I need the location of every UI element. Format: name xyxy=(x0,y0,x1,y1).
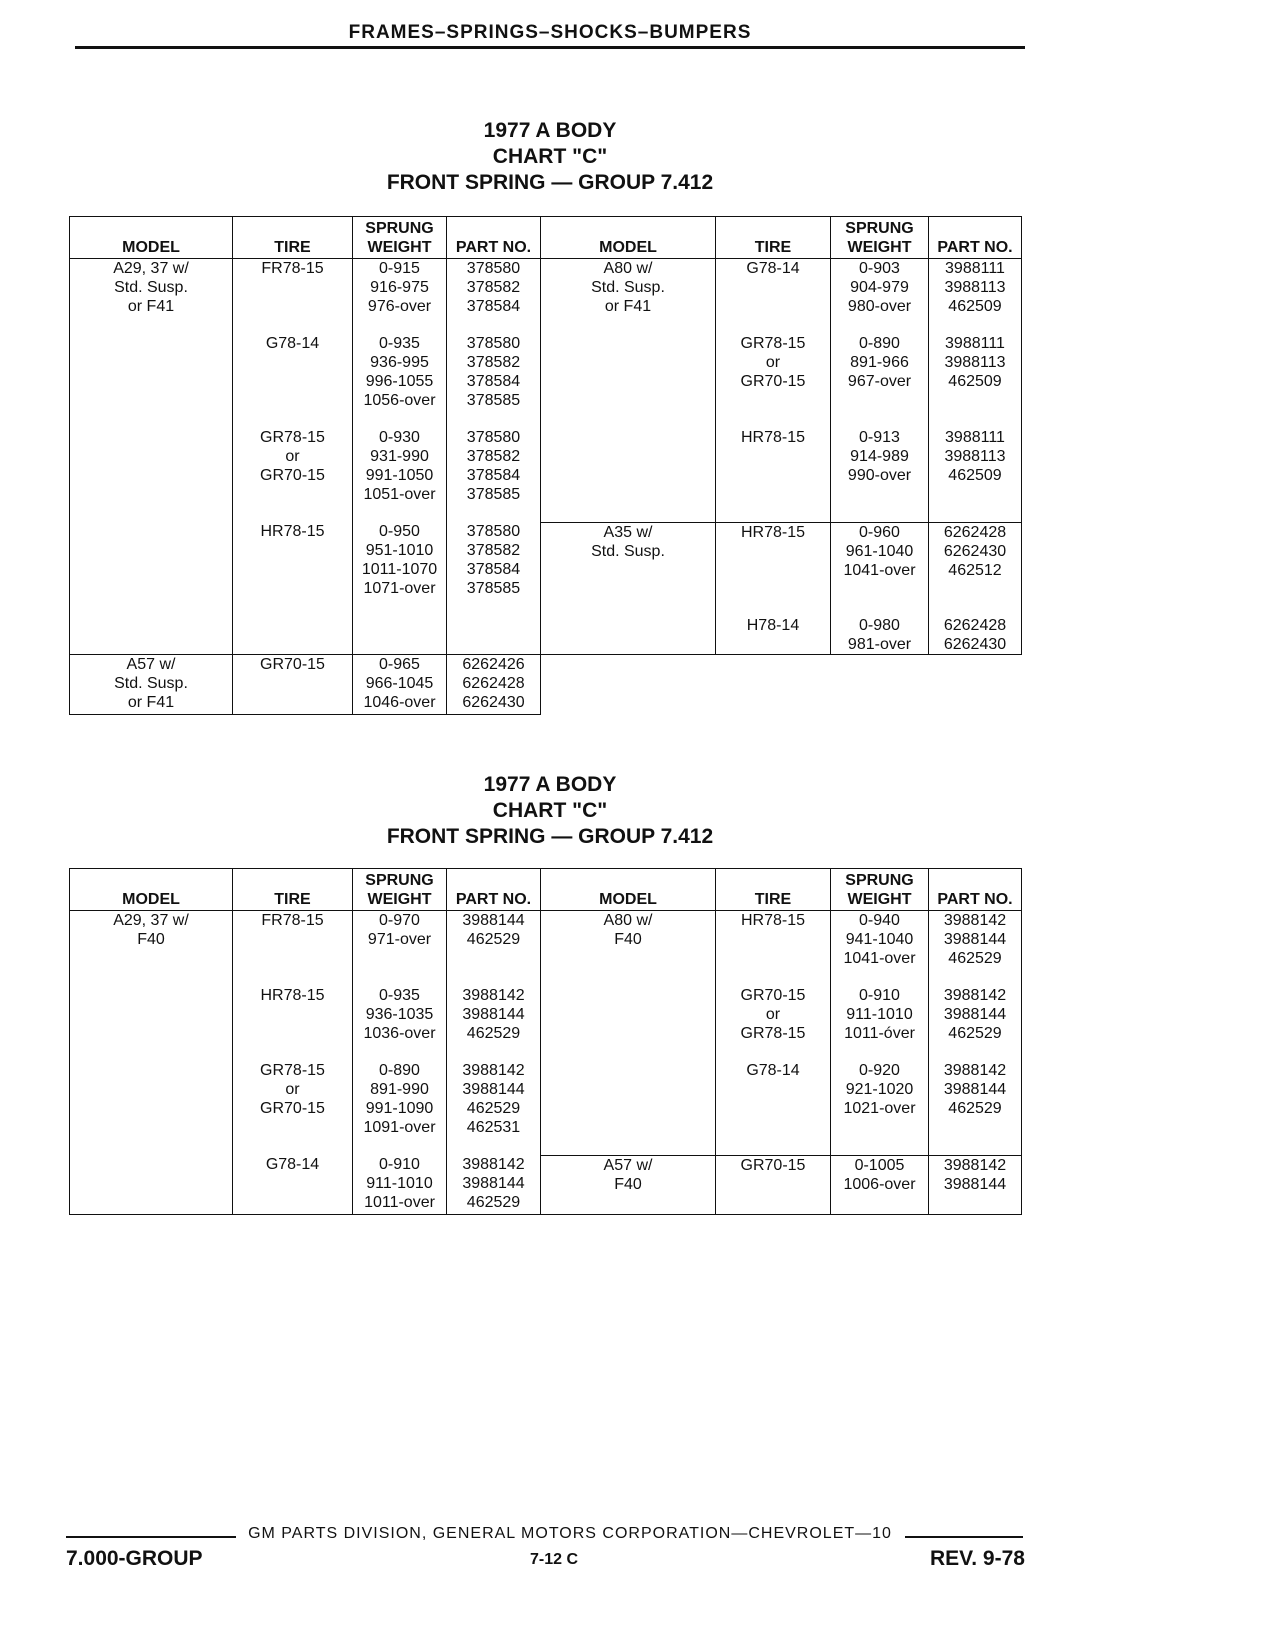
chart1-title-line2: CHART "C" xyxy=(492,145,608,168)
table-row xyxy=(70,911,1022,987)
weight-cell: 0-940 941-1040 1041-over xyxy=(831,911,929,987)
footer-division: GM PARTS DIVISION, GENERAL MOTORS CORPORATION—CHEVROLET—10 xyxy=(248,1525,892,1542)
model-cell xyxy=(541,986,716,1061)
chart2-title-line1: 1977 A BODY xyxy=(483,773,617,796)
model-cell xyxy=(541,1061,716,1155)
model-cell xyxy=(70,334,233,428)
tire-cell: GR78-15 or GR70-15 xyxy=(716,334,831,428)
weight-label: WEIGHT xyxy=(367,891,432,908)
part-cell: 378580 378582 378584 xyxy=(447,259,541,335)
model-cell: A57 w/ F40 xyxy=(541,1155,716,1215)
col-model: MODEL xyxy=(70,869,233,911)
table-row xyxy=(70,334,1022,428)
sprung-label: SPRUNG xyxy=(845,220,914,237)
model-cell xyxy=(541,334,716,428)
model-cell xyxy=(70,1155,233,1215)
weight-cell: 0-960 961-1040 1041-over xyxy=(831,522,929,616)
weight-cell: 0-980 981-over xyxy=(831,616,929,655)
col-model: MODEL xyxy=(541,869,716,911)
tire-cell: GR70-15 or GR78-15 xyxy=(716,986,831,1061)
model-cell: A57 w/ Std. Susp. or F41 xyxy=(70,655,233,715)
model-cell xyxy=(541,428,716,522)
chart2-title-line2: CHART "C" xyxy=(492,799,608,822)
chart2-title xyxy=(0,772,1100,850)
table-row xyxy=(70,428,1022,522)
col-part: PART NO. xyxy=(929,217,1022,259)
model-cell xyxy=(70,616,233,655)
chart1-table xyxy=(69,216,1022,715)
table-row xyxy=(70,1061,1022,1155)
part-cell: 3988142 3988144 462529 462531 xyxy=(447,1061,541,1155)
part-cell: 6262426 6262428 6262430 xyxy=(447,655,541,715)
col-tire: TIRE xyxy=(233,869,353,911)
weight-label: WEIGHT xyxy=(367,239,432,256)
part-cell: 6262428 6262430 xyxy=(929,616,1022,655)
part-cell: 3988111 3988113 462509 xyxy=(929,334,1022,428)
chart1-header-row xyxy=(70,217,1022,259)
tire-cell: FR78-15 xyxy=(233,259,353,335)
part-cell: 6262428 6262430 462512 xyxy=(929,522,1022,616)
part-cell: 378580 378582 378584 378585 xyxy=(447,522,541,616)
part-cell: 378580 378582 378584 378585 xyxy=(447,428,541,522)
tire-cell: GR78-15 or GR70-15 xyxy=(233,428,353,522)
footer-rule-left xyxy=(66,1536,236,1538)
weight-cell: 0-903 904-979 980-over xyxy=(831,259,929,335)
sprung-label: SPRUNG xyxy=(365,872,434,889)
tire-cell: G78-14 xyxy=(233,1155,353,1215)
part-cell xyxy=(447,616,541,655)
tire-cell: GR70-15 xyxy=(716,1155,831,1215)
model-cell xyxy=(70,986,233,1061)
chart1-title-line3: FRONT SPRING — GROUP 7.412 xyxy=(386,171,714,194)
weight-cell: 0-890 891-990 991-1090 1091-over xyxy=(353,1061,447,1155)
part-cell: 3988142 3988144 462529 xyxy=(447,986,541,1061)
footer-group: 7.000-GROUP xyxy=(66,1547,203,1570)
page-header-title: FRAMES–SPRINGS–SHOCKS–BUMPERS xyxy=(348,22,752,43)
tire-cell: H78-14 xyxy=(716,616,831,655)
tire-cell: FR78-15 xyxy=(233,911,353,987)
weight-label: WEIGHT xyxy=(847,239,912,256)
sprung-label: SPRUNG xyxy=(845,872,914,889)
part-cell: 378580 378582 378584 378585 xyxy=(447,334,541,428)
weight-cell xyxy=(353,616,447,655)
table-row xyxy=(70,259,1022,335)
weight-label: WEIGHT xyxy=(847,891,912,908)
col-part: PART NO. xyxy=(447,217,541,259)
sprung-label: SPRUNG xyxy=(365,220,434,237)
model-cell: A29, 37 w/ F40 xyxy=(70,911,233,987)
tire-cell: HR78-15 xyxy=(716,522,831,616)
footer-revision: REV. 9-78 xyxy=(930,1547,1025,1570)
part-cell: 3988111 3988113 462509 xyxy=(929,259,1022,335)
chart2-title-line3: FRONT SPRING — GROUP 7.412 xyxy=(386,825,714,848)
weight-cell: 0-890 891-966 967-over xyxy=(831,334,929,428)
chart2-table xyxy=(69,868,1022,1215)
part-cell: 3988142 3988144 462529 xyxy=(929,1061,1022,1155)
col-sprung-weight xyxy=(831,217,929,259)
weight-cell: 0-965 966-1045 1046-over xyxy=(353,655,447,715)
col-tire: TIRE xyxy=(716,869,831,911)
weight-cell: 0-935 936-995 996-1055 1056-over xyxy=(353,334,447,428)
model-cell xyxy=(70,428,233,522)
weight-cell: 0-913 914-989 990-over xyxy=(831,428,929,522)
col-part: PART NO. xyxy=(447,869,541,911)
col-model: MODEL xyxy=(70,217,233,259)
tire-cell: GR78-15 or GR70-15 xyxy=(233,1061,353,1155)
model-cell: A80 w/ Std. Susp. or F41 xyxy=(541,259,716,335)
chart2-header-row xyxy=(70,869,1022,911)
weight-cell: 0-920 921-1020 1021-over xyxy=(831,1061,929,1155)
tire-cell: HR78-15 xyxy=(716,428,831,522)
weight-cell: 0-910 911-1010 1011-over xyxy=(353,1155,447,1215)
col-sprung-weight xyxy=(353,869,447,911)
weight-cell: 0-935 936-1035 1036-over xyxy=(353,986,447,1061)
table-row xyxy=(70,986,1022,1061)
part-cell: 3988144 462529 xyxy=(447,911,541,987)
tire-cell: G78-14 xyxy=(233,334,353,428)
weight-cell: 0-930 931-990 991-1050 1051-over xyxy=(353,428,447,522)
table-row xyxy=(70,522,1022,616)
tire-cell: HR78-15 xyxy=(233,986,353,1061)
tire-cell: G78-14 xyxy=(716,1061,831,1155)
weight-cell: 0-1005 1006-over xyxy=(831,1155,929,1215)
part-cell: 3988142 3988144 462529 xyxy=(447,1155,541,1215)
chart1-title xyxy=(0,118,1100,196)
tire-cell: GR70-15 xyxy=(233,655,353,715)
model-cell xyxy=(70,1061,233,1155)
weight-cell: 0-950 951-1010 1011-1070 1071-over xyxy=(353,522,447,616)
part-cell: 3988142 3988144 462529 xyxy=(929,986,1022,1061)
model-cell xyxy=(70,522,233,616)
part-cell: 3988111 3988113 462509 xyxy=(929,428,1022,522)
tire-cell: G78-14 xyxy=(716,259,831,335)
empty-area xyxy=(541,655,1022,715)
col-model: MODEL xyxy=(541,217,716,259)
part-cell: 3988142 3988144 462529 xyxy=(929,911,1022,987)
table-row xyxy=(70,1155,1022,1215)
tire-cell xyxy=(233,616,353,655)
footer-rule-right xyxy=(905,1536,1023,1538)
col-sprung-weight xyxy=(831,869,929,911)
model-cell: A29, 37 w/ Std. Susp. or F41 xyxy=(70,259,233,335)
model-cell: A80 w/ F40 xyxy=(541,911,716,987)
table-row xyxy=(70,616,1022,655)
tire-cell: HR78-15 xyxy=(716,911,831,987)
col-part: PART NO. xyxy=(929,869,1022,911)
model-cell xyxy=(541,616,716,655)
chart1-title-line1: 1977 A BODY xyxy=(483,119,617,142)
weight-cell: 0-910 911-1010 1011-óver xyxy=(831,986,929,1061)
col-sprung-weight xyxy=(353,217,447,259)
col-tire: TIRE xyxy=(233,217,353,259)
model-cell: A35 w/ Std. Susp. xyxy=(541,522,716,616)
header-rule xyxy=(75,46,1025,49)
part-cell: 3988142 3988144 xyxy=(929,1155,1022,1215)
footer-page-number: 7-12 C xyxy=(530,1551,579,1568)
table-row xyxy=(70,655,1022,715)
tire-cell: HR78-15 xyxy=(233,522,353,616)
col-tire: TIRE xyxy=(716,217,831,259)
weight-cell: 0-970 971-over xyxy=(353,911,447,987)
weight-cell: 0-915 916-975 976-over xyxy=(353,259,447,335)
